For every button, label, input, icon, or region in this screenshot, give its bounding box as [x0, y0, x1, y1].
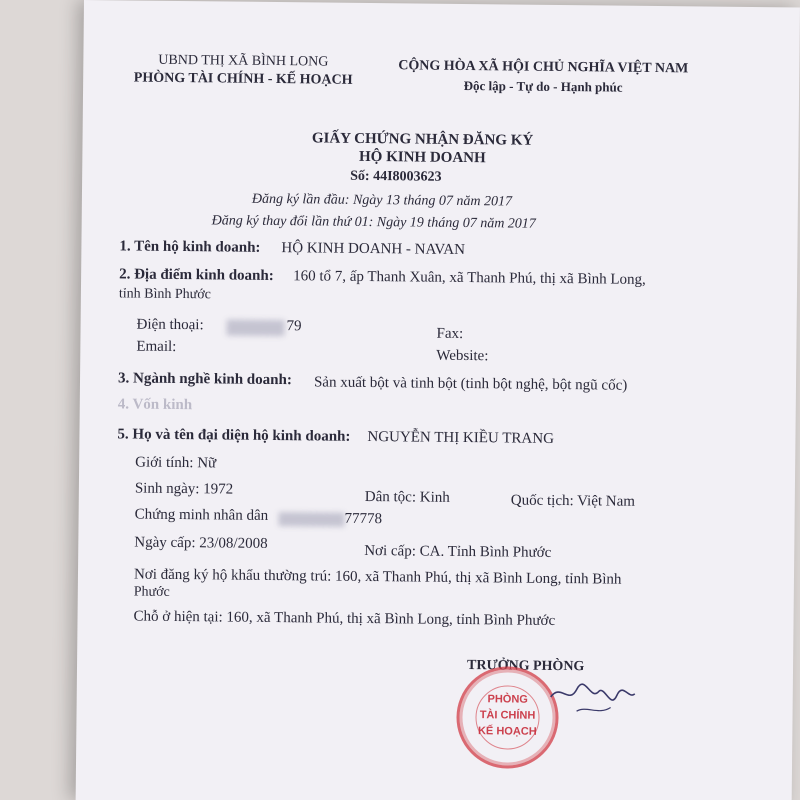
phone-value: 79: [286, 318, 302, 335]
website-label: Website:: [436, 347, 489, 365]
document-page: [76, 0, 800, 800]
ethnicity: Dân tộc: Kinh: [364, 488, 450, 506]
national-motto: Độc lập - Tự do - Hạnh phúc: [463, 77, 623, 95]
business-name-label: 1. Tên hộ kinh doanh:: [119, 238, 261, 256]
stamp-line3: KẾ HOẠCH: [477, 725, 537, 738]
issuer-line2: PHÒNG TÀI CHÍNH - KẾ HOẠCH: [133, 70, 353, 88]
stamp-line2: TÀI CHÍNH: [479, 709, 536, 722]
business-line-value: Sản xuất bột và tinh bột (tinh bột nghệ, bột ngũ cốc): [313, 374, 628, 394]
change-registration-date: Đăng ký thay đổi lần thứ 01: Ngày 19 tháng 07 năm 2017: [211, 213, 536, 232]
doc-title-line1: GIẤY CHỨNG NHẬN ĐĂNG KÝ: [311, 130, 534, 149]
email-label: Email:: [136, 338, 177, 355]
issue-place: Nơi cấp: CA. Tỉnh Bình Phước: [364, 542, 552, 561]
signer-title: TRƯỞNG PHÒNG: [466, 658, 585, 675]
issue-date: Ngày cấp: 23/08/2008: [134, 534, 268, 552]
business-address-cont: tỉnh Bình Phước: [118, 286, 211, 303]
phone-label: Điện thoại:: [136, 316, 204, 334]
nationality: Quốc tịch: Việt Nam: [510, 492, 636, 510]
redacted-phone: [226, 320, 284, 337]
doc-number: Số: 44I8003623: [350, 168, 442, 185]
business-name-value: HỘ KINH DOANH - NAVAN: [281, 240, 466, 259]
redacted-id: [279, 512, 345, 527]
current-address: Chỗ ở hiện tại: 160, xã Thanh Phú, thị xã Bình Long, tỉnh Bình Phước: [133, 608, 556, 629]
permanent-residence: Nơi đăng ký hộ khẩu thường trú: 160, xã Thanh Phú, thị xã Bình Long, tỉnh Bình: [133, 566, 622, 588]
national-title: CỘNG HÒA XÃ HỘI CHỦ NGHĨA VIỆT NAM: [398, 58, 689, 77]
official-stamp: [456, 666, 559, 769]
business-address-value: 160 tổ 7, ấp Thanh Xuân, xã Thanh Phú, thị xã Bình Long,: [293, 268, 646, 288]
stamp-line1: PHÒNG: [487, 693, 528, 706]
doc-title-line2: HỘ KINH DOANH: [358, 148, 486, 167]
id-card-label: Chứng minh nhân dân: [134, 506, 269, 524]
representative-name: NGUYỄN THỊ KIỀU TRANG: [367, 428, 555, 447]
business-address-label: 2. Địa điểm kinh doanh:: [119, 266, 274, 285]
handwritten-signature: [546, 675, 637, 726]
gender: Giới tính: Nữ: [135, 454, 217, 472]
business-line-label: 3. Ngành nghề kinh doanh:: [117, 370, 292, 389]
permanent-residence-cont: Phước: [133, 584, 170, 600]
representative-label: 5. Họ và tên đại diện hộ kinh doanh:: [117, 426, 351, 445]
id-card-value: 77778: [344, 510, 383, 528]
birth-date: Sinh ngày: 1972: [134, 480, 234, 498]
issuer-line1: UBND THỊ XÃ BÌNH LONG: [158, 52, 329, 70]
first-registration-date: Đăng ký lần đầu: Ngày 13 tháng 07 năm 2017: [251, 191, 513, 210]
fax-label: Fax:: [436, 325, 464, 342]
capital-label: 4. Vốn kinh: [117, 396, 193, 414]
